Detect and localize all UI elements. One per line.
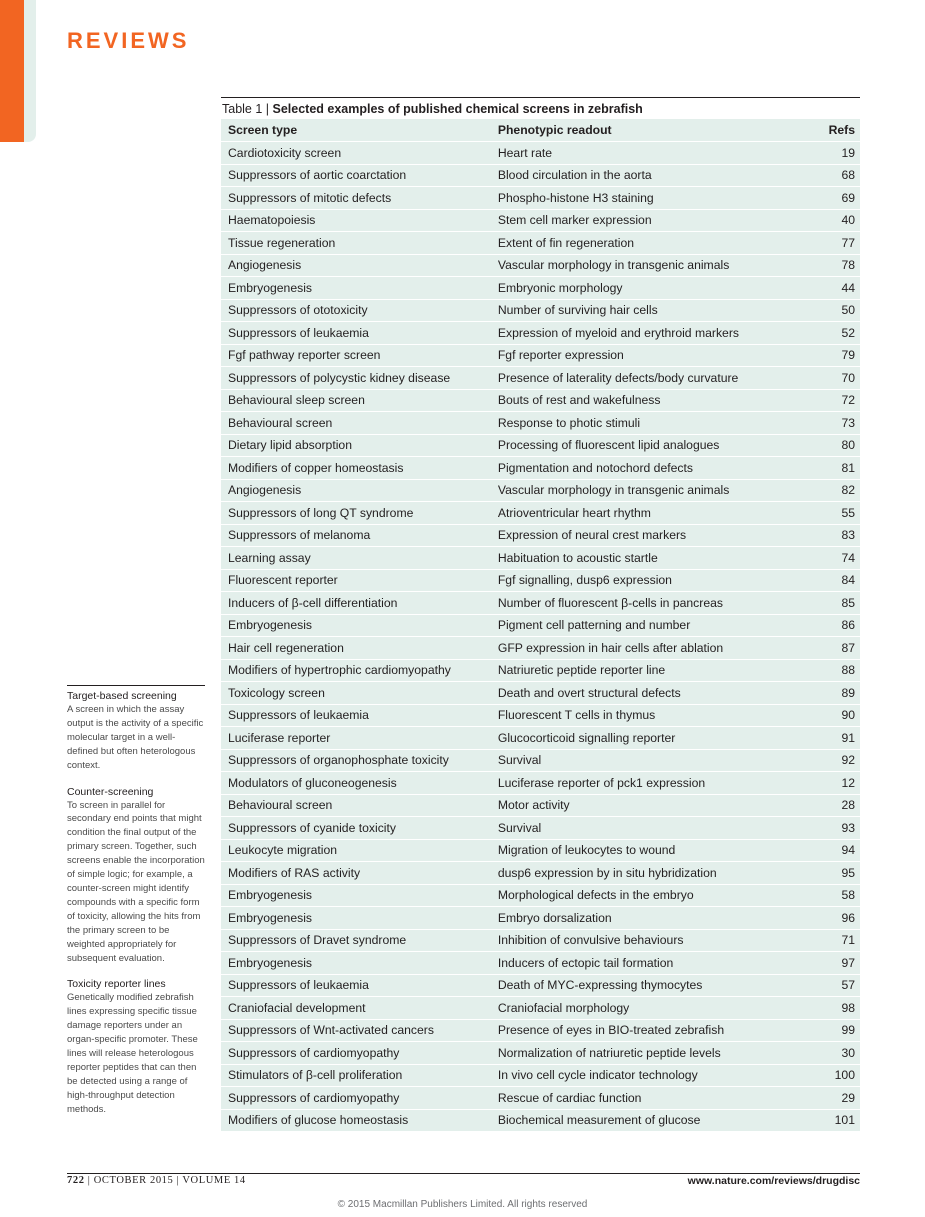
cell-refs: 74 bbox=[841, 550, 855, 565]
cell-screen-type: Behavioural screen bbox=[228, 798, 333, 813]
table-body bbox=[221, 119, 860, 1132]
glossary-term: Target-based screening bbox=[67, 690, 177, 702]
cell-screen-type: Modifiers of glucose homeostasis bbox=[228, 1113, 409, 1128]
cell-screen-type: Angiogenesis bbox=[228, 483, 302, 498]
table-row bbox=[221, 570, 860, 593]
table-row bbox=[221, 907, 860, 930]
table-row bbox=[221, 345, 860, 368]
table-row bbox=[221, 1087, 860, 1110]
cell-refs: 12 bbox=[841, 775, 855, 790]
cell-refs: 71 bbox=[841, 933, 855, 948]
cell-refs: 28 bbox=[841, 798, 855, 813]
cell-refs: 57 bbox=[841, 978, 855, 993]
cell-refs: 90 bbox=[841, 708, 855, 723]
cell-refs: 98 bbox=[841, 1000, 855, 1015]
cell-screen-type: Suppressors of aortic coarctation bbox=[228, 168, 407, 183]
cell-phenotypic-readout: Morphological defects in the embryo bbox=[497, 888, 694, 903]
cell-phenotypic-readout: Heart rate bbox=[497, 145, 553, 160]
table-row bbox=[221, 1065, 860, 1088]
table-row bbox=[221, 705, 860, 728]
glossary-entry bbox=[67, 689, 205, 773]
table-row bbox=[221, 1110, 860, 1133]
cell-refs: 88 bbox=[841, 663, 855, 678]
table-row bbox=[221, 1042, 860, 1065]
cell-phenotypic-readout: Pigmentation and notochord defects bbox=[497, 460, 693, 475]
journal-url[interactable]: www.nature.com/reviews/drugdisc bbox=[687, 1175, 860, 1187]
cell-screen-type: Modulators of gluconeogenesis bbox=[228, 775, 397, 790]
cell-screen-type: Behavioural screen bbox=[228, 415, 333, 430]
cell-screen-type: Learning assay bbox=[228, 550, 311, 565]
cell-screen-type: Embryogenesis bbox=[228, 888, 312, 903]
cell-phenotypic-readout: Inducers of ectopic tail formation bbox=[497, 955, 674, 970]
table-row bbox=[221, 232, 860, 255]
cell-refs: 89 bbox=[841, 685, 855, 700]
table-row bbox=[221, 457, 860, 480]
cell-screen-type: Suppressors of Dravet syndrome bbox=[228, 933, 407, 948]
cell-refs: 81 bbox=[841, 460, 855, 475]
cell-phenotypic-readout: Pigment cell patterning and number bbox=[497, 618, 691, 633]
cell-screen-type: Embryogenesis bbox=[228, 910, 312, 925]
cell-refs: 44 bbox=[841, 280, 855, 295]
cell-refs: 40 bbox=[841, 213, 855, 228]
cell-phenotypic-readout: Death and overt structural defects bbox=[497, 685, 681, 700]
cell-phenotypic-readout: Vascular morphology in transgenic animals bbox=[497, 258, 730, 273]
cell-screen-type: Tissue regeneration bbox=[228, 235, 336, 250]
cell-refs: 93 bbox=[841, 820, 855, 835]
cell-phenotypic-readout: Expression of neural crest markers bbox=[497, 528, 687, 543]
column-header-phenotypic-readout: Phenotypic readout bbox=[497, 123, 612, 137]
cell-refs: 101 bbox=[834, 1113, 855, 1128]
cell-phenotypic-readout: Number of surviving hair cells bbox=[497, 303, 658, 318]
table-row bbox=[221, 952, 860, 975]
cell-screen-type: Embryogenesis bbox=[228, 280, 312, 295]
cell-phenotypic-readout: Motor activity bbox=[497, 798, 570, 813]
cell-refs: 30 bbox=[841, 1045, 855, 1060]
table-row bbox=[221, 997, 860, 1020]
table-row bbox=[221, 187, 860, 210]
cell-phenotypic-readout: Survival bbox=[497, 753, 542, 768]
glossary-term: Counter-screening bbox=[67, 785, 154, 798]
glossary-entry bbox=[67, 977, 205, 1116]
cell-screen-type: Suppressors of Wnt-activated cancers bbox=[228, 1023, 434, 1038]
cell-refs: 70 bbox=[841, 370, 855, 385]
cell-refs: 97 bbox=[841, 955, 855, 970]
cell-screen-type: Modifiers of copper homeostasis bbox=[228, 460, 404, 475]
table-row bbox=[221, 435, 860, 458]
cell-phenotypic-readout: Bouts of rest and wakefulness bbox=[497, 393, 661, 408]
cell-phenotypic-readout: Inhibition of convulsive behaviours bbox=[497, 933, 684, 948]
table-row bbox=[221, 795, 860, 818]
table-title: Selected examples of published chemical screens in zebrafish bbox=[272, 102, 643, 116]
cell-screen-type: Behavioural sleep screen bbox=[228, 393, 365, 408]
cell-screen-type: Suppressors of polycystic kidney disease bbox=[228, 370, 451, 385]
cell-refs: 52 bbox=[841, 325, 855, 340]
cell-phenotypic-readout: Presence of eyes in BIO-treated zebrafish bbox=[497, 1023, 725, 1038]
section-color-bar bbox=[0, 0, 24, 142]
table-label: Table 1 | bbox=[222, 102, 270, 116]
table-row bbox=[221, 885, 860, 908]
cell-phenotypic-readout: Embryonic morphology bbox=[497, 280, 623, 295]
cell-refs: 72 bbox=[841, 393, 855, 408]
cell-refs: 87 bbox=[841, 640, 855, 655]
cell-screen-type: Modifiers of hypertrophic cardiomyopathy bbox=[228, 663, 451, 678]
cell-refs: 19 bbox=[841, 145, 855, 160]
table-row bbox=[221, 300, 860, 323]
cell-refs: 79 bbox=[841, 348, 855, 363]
cell-refs: 80 bbox=[841, 438, 855, 453]
cell-phenotypic-readout: Fgf signalling, dusp6 expression bbox=[497, 573, 672, 588]
cell-phenotypic-readout: Embryo dorsalization bbox=[497, 910, 612, 925]
cell-refs: 29 bbox=[841, 1090, 855, 1105]
table-row bbox=[221, 930, 860, 953]
cell-screen-type: Suppressors of mitotic defects bbox=[228, 190, 392, 205]
table-row bbox=[221, 480, 860, 503]
cell-phenotypic-readout: dusp6 expression by in situ hybridization bbox=[497, 865, 717, 880]
cell-phenotypic-readout: Migration of leukocytes to wound bbox=[497, 843, 676, 858]
cell-phenotypic-readout: Extent of fin regeneration bbox=[497, 235, 635, 250]
cell-refs: 99 bbox=[841, 1023, 855, 1038]
glossary-definition: A screen in which the assay output is the activity of a specific molecular target in a well-defined but often heterologous context. bbox=[67, 704, 204, 771]
cell-refs: 55 bbox=[841, 505, 855, 520]
cell-refs: 94 bbox=[841, 843, 855, 858]
cell-screen-type: Angiogenesis bbox=[228, 258, 302, 273]
cell-screen-type: Leukocyte migration bbox=[228, 843, 338, 858]
cell-refs: 86 bbox=[841, 618, 855, 633]
table-row bbox=[221, 1020, 860, 1043]
column-header-refs: Refs bbox=[828, 123, 855, 137]
cell-screen-type: Suppressors of cardiomyopathy bbox=[228, 1090, 400, 1105]
table-row bbox=[221, 727, 860, 750]
cell-phenotypic-readout: Expression of myeloid and erythroid markers bbox=[497, 325, 739, 340]
cell-phenotypic-readout: Luciferase reporter of pck1 expression bbox=[497, 775, 706, 790]
cell-refs: 69 bbox=[841, 190, 855, 205]
cell-refs: 92 bbox=[841, 753, 855, 768]
cell-refs: 50 bbox=[841, 303, 855, 318]
cell-phenotypic-readout: Natriuretic peptide reporter line bbox=[497, 663, 666, 678]
cell-refs: 78 bbox=[841, 258, 855, 273]
page-number: 722 bbox=[67, 1175, 85, 1186]
cell-refs: 100 bbox=[834, 1068, 855, 1083]
cell-refs: 68 bbox=[841, 168, 855, 183]
cell-phenotypic-readout: Number of fluorescent β-cells in pancreas bbox=[497, 595, 723, 610]
table-row bbox=[221, 862, 860, 885]
cell-screen-type: Suppressors of cyanide toxicity bbox=[228, 820, 396, 835]
cell-phenotypic-readout: Processing of fluorescent lipid analogues bbox=[497, 438, 720, 453]
table-row bbox=[221, 390, 860, 413]
table-header-row bbox=[221, 119, 860, 142]
cell-phenotypic-readout: Fgf reporter expression bbox=[497, 348, 624, 363]
cell-refs: 85 bbox=[841, 595, 855, 610]
footer-rule bbox=[67, 1173, 860, 1174]
cell-phenotypic-readout: GFP expression in hair cells after ablation bbox=[497, 640, 724, 655]
cell-phenotypic-readout: Normalization of natriuretic peptide levels bbox=[497, 1045, 721, 1060]
table-row bbox=[221, 142, 860, 165]
cell-screen-type: Suppressors of long QT syndrome bbox=[228, 505, 414, 520]
table-row bbox=[221, 322, 860, 345]
cell-screen-type: Modifiers of RAS activity bbox=[228, 865, 361, 880]
cell-phenotypic-readout: Glucocorticoid signalling reporter bbox=[497, 730, 676, 745]
cell-screen-type: Inducers of β-cell differentiation bbox=[228, 595, 398, 610]
cell-screen-type: Luciferase reporter bbox=[228, 730, 331, 745]
cell-screen-type: Haematopoiesis bbox=[228, 213, 316, 228]
cell-screen-type: Embryogenesis bbox=[228, 618, 312, 633]
cell-refs: 77 bbox=[841, 235, 855, 250]
table-row bbox=[221, 615, 860, 638]
glossary-definition: To screen in parallel for secondary end points that might condition the final output of the primary screen. Together, such screens enable the incorporation of simple logic; for example, a counter-screen might identify compounds with a specific form of toxicity, allowing the hits from the primary screen to be weighted appropriately for subsequent evaluation. bbox=[67, 799, 205, 964]
table-row bbox=[221, 547, 860, 570]
cell-refs: 96 bbox=[841, 910, 855, 925]
cell-phenotypic-readout: Death of MYC-expressing thymocytes bbox=[497, 978, 703, 993]
cell-screen-type: Embryogenesis bbox=[228, 955, 312, 970]
cell-phenotypic-readout: Presence of laterality defects/body curvature bbox=[497, 370, 739, 385]
table-row bbox=[221, 412, 860, 435]
cell-phenotypic-readout: Fluorescent T cells in thymus bbox=[497, 708, 656, 723]
table-row bbox=[221, 525, 860, 548]
cell-phenotypic-readout: Vascular morphology in transgenic animals bbox=[497, 483, 730, 498]
cell-screen-type: Stimulators of β-cell proliferation bbox=[228, 1068, 403, 1083]
cell-refs: 84 bbox=[841, 573, 855, 588]
cell-phenotypic-readout: Biochemical measurement of glucose bbox=[497, 1113, 701, 1128]
table-row bbox=[221, 255, 860, 278]
glossary-rule bbox=[67, 685, 205, 686]
table-row bbox=[221, 682, 860, 705]
cell-phenotypic-readout: In vivo cell cycle indicator technology bbox=[497, 1068, 698, 1083]
glossary-definition: Genetically modified zebrafish lines expressing specific tissue damage reporters under an organ-specific promoter. These lines will release heterologous reporter peptides that can then be detected using a range of high-throughput detection methods. bbox=[67, 992, 198, 1115]
table-row bbox=[221, 840, 860, 863]
cell-refs: 82 bbox=[841, 483, 855, 498]
cell-screen-type: Fgf pathway reporter screen bbox=[228, 348, 381, 363]
cell-screen-type: Fluorescent reporter bbox=[228, 573, 338, 588]
cell-screen-type: Craniofacial development bbox=[228, 1000, 366, 1015]
table-row bbox=[221, 660, 860, 683]
table-row bbox=[221, 975, 860, 998]
section-label: REVIEWS bbox=[67, 28, 190, 53]
issue-info: | OCTOBER 2015 | VOLUME 14 bbox=[87, 1175, 246, 1186]
cell-phenotypic-readout: Stem cell marker expression bbox=[497, 213, 652, 228]
glossary-sidebar bbox=[67, 685, 205, 1129]
copyright-notice: © 2015 Macmillan Publishers Limited. All rights reserved bbox=[337, 1199, 588, 1210]
cell-phenotypic-readout: Rescue of cardiac function bbox=[497, 1090, 642, 1105]
cell-refs: 73 bbox=[841, 415, 855, 430]
glossary-entry bbox=[67, 785, 205, 966]
cell-screen-type: Toxicology screen bbox=[228, 685, 325, 700]
table-row bbox=[221, 210, 860, 233]
cell-screen-type: Suppressors of ototoxicity bbox=[228, 303, 368, 318]
cell-screen-type: Suppressors of leukaemia bbox=[228, 325, 369, 340]
cell-screen-type: Suppressors of melanoma bbox=[228, 528, 371, 543]
cell-phenotypic-readout: Response to photic stimuli bbox=[497, 415, 641, 430]
cell-screen-type: Dietary lipid absorption bbox=[228, 438, 352, 453]
table-row bbox=[221, 502, 860, 525]
table-row bbox=[221, 750, 860, 773]
table-row bbox=[221, 772, 860, 795]
table-caption bbox=[221, 98, 860, 119]
cell-screen-type: Suppressors of leukaemia bbox=[228, 978, 369, 993]
table-row bbox=[221, 592, 860, 615]
cell-phenotypic-readout: Craniofacial morphology bbox=[497, 1000, 630, 1015]
section-tint-bar bbox=[24, 0, 36, 142]
table-row bbox=[221, 165, 860, 188]
table-row bbox=[221, 367, 860, 390]
cell-screen-type: Suppressors of cardiomyopathy bbox=[228, 1045, 400, 1060]
table-row bbox=[221, 637, 860, 660]
footer-issue-info bbox=[67, 1175, 246, 1186]
cell-screen-type: Suppressors of organophosphate toxicity bbox=[228, 753, 449, 768]
cell-refs: 95 bbox=[841, 865, 855, 880]
cell-phenotypic-readout: Atrioventricular heart rhythm bbox=[497, 505, 651, 520]
table-row bbox=[221, 817, 860, 840]
cell-refs: 91 bbox=[841, 730, 855, 745]
cell-phenotypic-readout: Survival bbox=[497, 820, 542, 835]
cell-screen-type: Cardiotoxicity screen bbox=[228, 145, 342, 160]
cell-screen-type: Suppressors of leukaemia bbox=[228, 708, 369, 723]
cell-refs: 58 bbox=[841, 888, 855, 903]
cell-phenotypic-readout: Blood circulation in the aorta bbox=[497, 168, 652, 183]
column-header-screen-type: Screen type bbox=[228, 123, 298, 137]
cell-phenotypic-readout: Phospho-histone H3 staining bbox=[497, 190, 654, 205]
cell-screen-type: Hair cell regeneration bbox=[228, 640, 344, 655]
table-1 bbox=[221, 97, 860, 1132]
cell-phenotypic-readout: Habituation to acoustic startle bbox=[497, 550, 658, 565]
table-row bbox=[221, 277, 860, 300]
cell-refs: 83 bbox=[841, 528, 855, 543]
glossary-term: Toxicity reporter lines bbox=[67, 978, 166, 991]
